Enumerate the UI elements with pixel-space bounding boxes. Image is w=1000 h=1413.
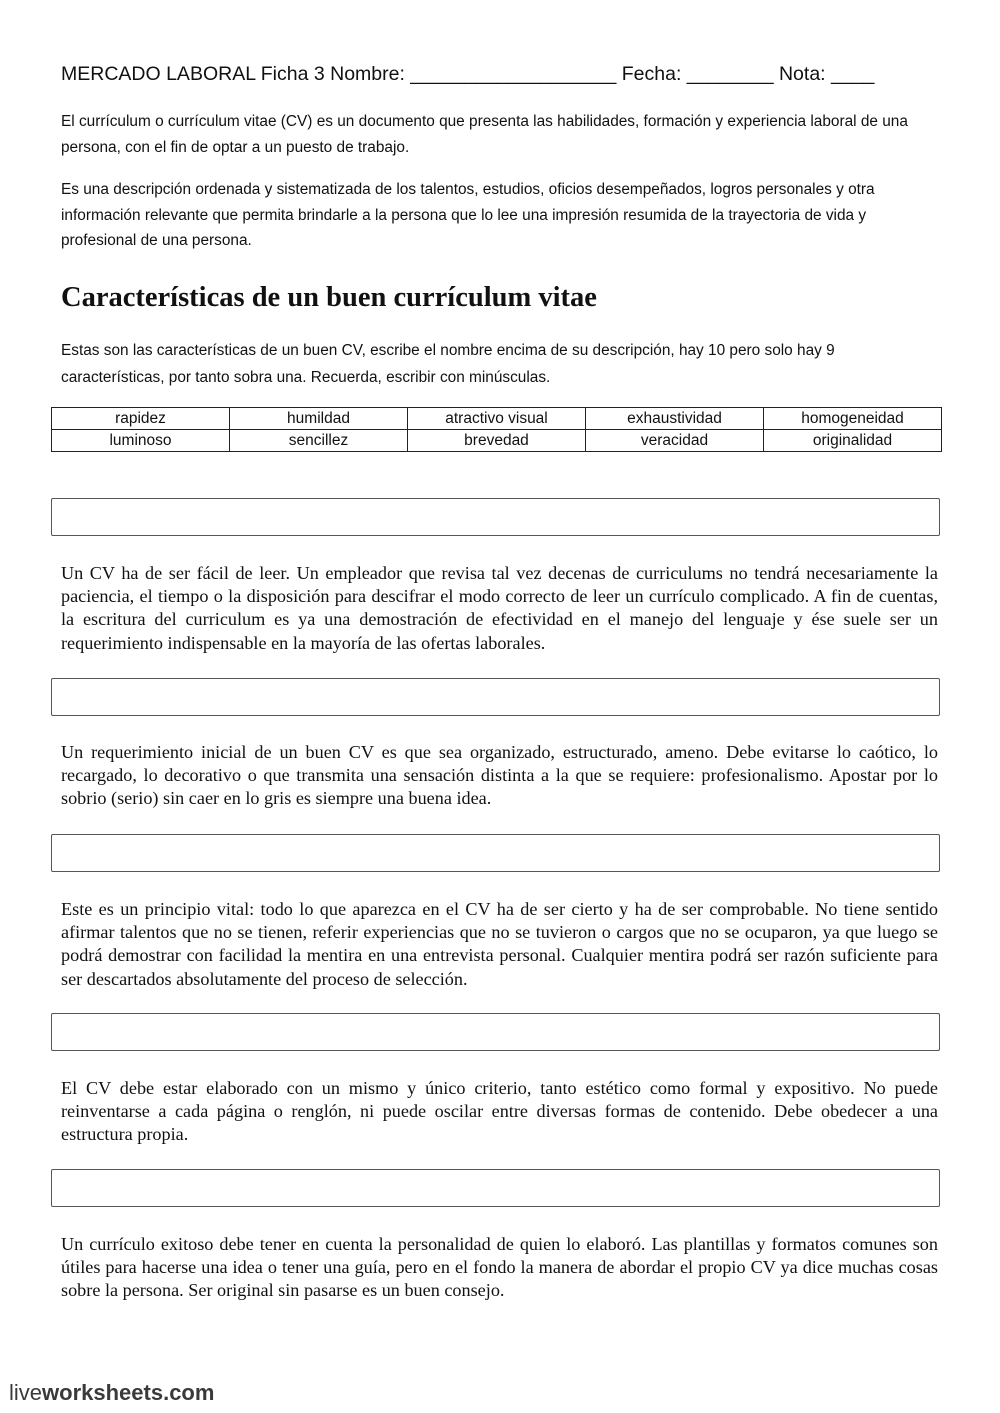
logo-light-text: live bbox=[9, 1380, 43, 1405]
word-bank-cell: homogeneidad bbox=[764, 408, 942, 430]
worksheet-header: MERCADO LABORAL Ficha 3 Nombre: ___________________ Fecha: ________ Nota: ____ bbox=[61, 63, 875, 85]
word-bank-cell: rapidez bbox=[52, 408, 230, 430]
liveworksheets-logo[interactable] bbox=[9, 1380, 214, 1406]
word-bank-cell: veracidad bbox=[586, 430, 764, 452]
word-bank-cell: originalidad bbox=[764, 430, 942, 452]
logo-suffix-text: .com bbox=[163, 1380, 215, 1405]
logo-bold-text: worksheets bbox=[42, 1380, 164, 1405]
word-bank-cell: luminoso bbox=[52, 430, 230, 452]
answer-input-2[interactable] bbox=[51, 678, 940, 716]
answer-input-4[interactable] bbox=[51, 1013, 940, 1051]
description-4: El CV debe estar elaborado con un mismo y único criterio, tanto estético como formal y expositivo. No puede reinventarse a cada página o renglón, ni puede oscilar entre diversas formas de contenido. Debe obedecer a una estructura propia. bbox=[61, 1078, 938, 1145]
answer-input-3[interactable] bbox=[51, 834, 940, 872]
word-bank-cell: atractivo visual bbox=[408, 408, 586, 430]
answer-input-5[interactable] bbox=[51, 1169, 940, 1207]
description-1: Un CV ha de ser fácil de leer. Un empleador que revisa tal vez decenas de curriculums no tendrá necesariamente la paciencia, el tiempo o la disposición para descifrar el modo correcto de leer un currículo complicado. A fin de cuentas, la escritura del curriculum es ya una demostración de efectividad en el manejo del lenguaje y ése suele ser un requerimiento indispensable en la mayoría de las ofertas laborales. bbox=[61, 563, 938, 653]
description-2: Un requerimiento inicial de un buen CV es que sea organizado, estructurado, ameno. Debe evitarse lo caótico, lo recargado, lo decorativo o que transmita una sensación distinta a la que se requiere: profesionalismo. Apostar por lo sobrio (serio) sin caer en lo gris es siempre una buena idea. bbox=[61, 742, 938, 809]
instructions-text: Estas son las características de un buen CV, escribe el nombre encima de su descripción, hay 10 pero solo hay 9 características, por tanto sobra una. Recuerda, escribir con minúsculas. bbox=[61, 342, 835, 386]
word-bank-cell: brevedad bbox=[408, 430, 586, 452]
intro-paragraph-2: Es una descripción ordenada y sistematizada de los talentos, estudios, oficios desempeñados, logros personales y otra información relevante que permita brindarle a la persona que lo lee una impresión resumida de la trayectoria de vida y profesional de una persona. bbox=[61, 181, 875, 249]
word-bank-cell: exhaustividad bbox=[586, 408, 764, 430]
word-bank-table bbox=[51, 407, 942, 452]
description-3: Este es un principio vital: todo lo que aparezca en el CV ha de ser cierto y ha de ser comprobable. No tiene sentido afirmar talentos que no se tienen, referir experiencias que no se tuvieron o cargos que no se ocuparon, ya que luego se podrá demostrar con facilidad la mentira en una entrevista personal. Cualquier mentira podrá ser razón suficiente para ser descartados absolutamente del proceso de selección. bbox=[61, 899, 938, 989]
description-5: Un currículo exitoso debe tener en cuenta la personalidad de quien lo elaboró. Las plantillas y formatos comunes son útiles para hacerse una idea o tener una guía, pero en el fondo la manera de abordar el propio CV ya dice muchas cosas sobre la persona. Ser original sin pasarse es un buen consejo. bbox=[61, 1234, 938, 1301]
word-bank-row bbox=[52, 430, 942, 452]
word-bank-row bbox=[52, 408, 942, 430]
intro-paragraph-1: El currículum o currículum vitae (CV) es un documento que presenta las habilidades, formación y experiencia laboral de una persona, con el fin de optar a un puesto de trabajo. bbox=[61, 113, 908, 156]
section-title: Características de un buen currículum vitae bbox=[61, 282, 597, 313]
answer-input-1[interactable] bbox=[51, 498, 940, 536]
word-bank-cell: sencillez bbox=[230, 430, 408, 452]
word-bank-cell: humildad bbox=[230, 408, 408, 430]
